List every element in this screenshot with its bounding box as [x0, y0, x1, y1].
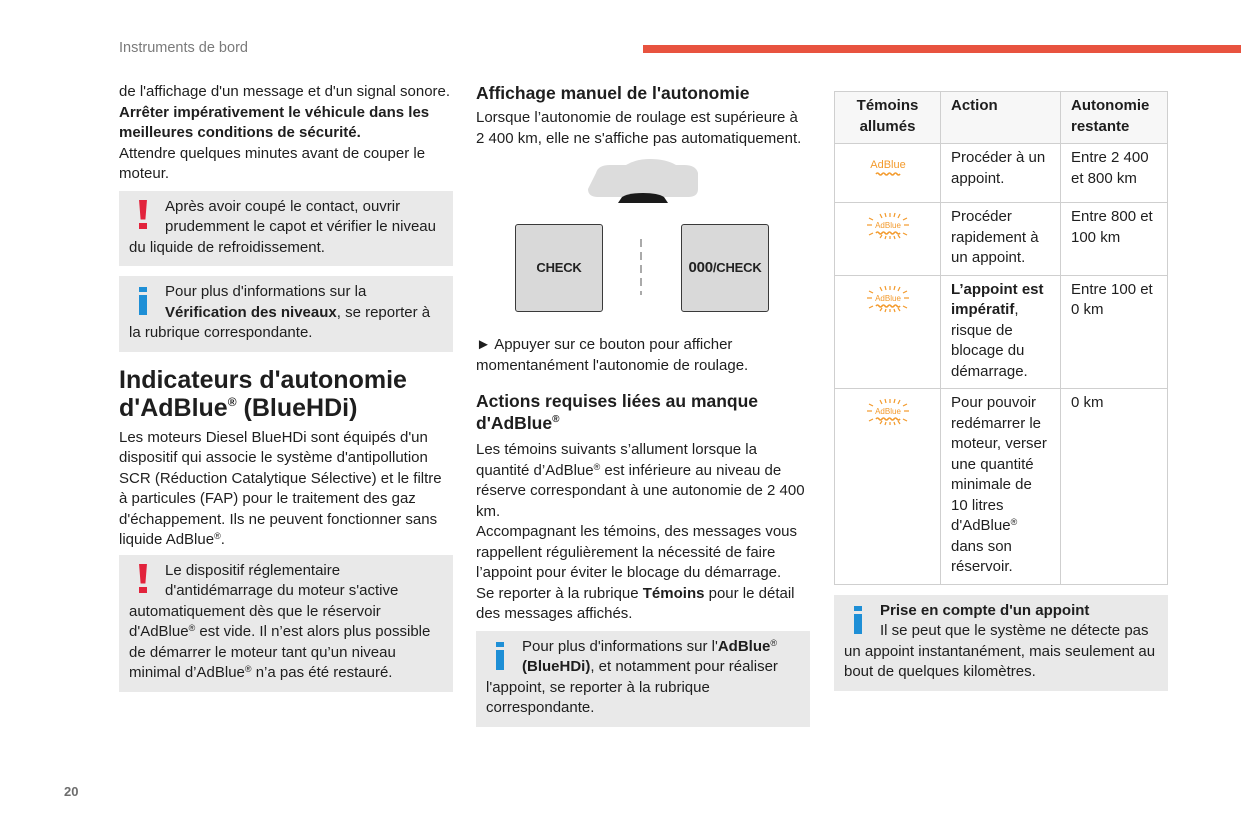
check-button-illustration [476, 155, 810, 335]
table-row: AdBlue L’appoint est impératif, risque de blocage du démarrage. Entre 100 et 0 km [835, 275, 1168, 389]
adblue-flashing-icon [863, 284, 913, 314]
warning-note: Après avoir coupé le contact, ouvrir prudemment le capot et vérifier le niveau du liquide de refroidissement. [119, 191, 453, 267]
table-header-row [835, 92, 1168, 144]
reminder-text: Accompagnant les témoins, des messages vous rappellent régulièrement la nécessité de faire l’appoint pour éviter le blocage du démarrage. [476, 523, 797, 581]
warning-note-antistart: Le dispositif réglementaire d'antidémarrage du moteur s'active automatiquement dès que le réservoir d'AdBlue® est vide. Il n’est alors plus possible de démarrer le moteur tant qu’un niveau minimal d’AdBlue® n’a pas été restauré. [119, 555, 453, 692]
warning-icon [133, 199, 155, 231]
required-actions-text: Les témoins suivants s’allument lorsque la quantité d’AdBlue® est inférieure au niveau de réserve correspondant à une autonomie de 2 400 km. [476, 441, 805, 520]
table-row: AdBlue Procéder rapidement à un appoint. Entre 800 et 100 km [835, 203, 1168, 276]
adblue-warning-table [834, 91, 1168, 585]
manual-display-text: Lorsque l’autonomie de roulage est supérieure à 2 400 km, elle ne s'affiche pas automatiquement. [476, 109, 802, 147]
header-remaining-range: Autonomie restante [1061, 92, 1168, 144]
adblue-flashing-icon [863, 211, 913, 241]
section-title: Indicateurs d'autonomie d'AdBlue® (BlueHDi) [119, 365, 407, 422]
info-note: Pour plus d'informations sur la Vérification des niveaux, se reporter à la rubrique correspondante. [119, 276, 453, 352]
divider-dashed [640, 239, 642, 295]
section-body: Les moteurs Diesel BlueHDi sont équipés d'un dispositif qui associe le système d'antipollution SCR (Réduction Catalytique Sélective) et le filtre à particules (FAP) pour le traitement des gaz d'échappement. Ils ne peuvent fonctionner sans liquide AdBlue®. [119, 428, 442, 548]
svg-text:AdBlue: AdBlue [874, 407, 901, 416]
svg-text:AdBlue: AdBlue [874, 221, 901, 230]
info-note-adblue: Pour plus d'informations sur l'AdBlue® (BlueHDi), et notamment pour réaliser l'appoint, se reporter à la rubrique correspondante. [476, 631, 810, 727]
warning-icon [133, 563, 155, 595]
instruction-bullet: ► Appuyer sur ce bouton pour afficher momentanément l'autonomie de roulage. [476, 336, 749, 374]
header-accent-bar [643, 45, 1241, 53]
trip-check-button[interactable]: 000 /CHECK [681, 224, 769, 312]
check-button[interactable]: CHECK [515, 224, 603, 312]
svg-text:AdBlue: AdBlue [874, 293, 901, 303]
info-icon [848, 603, 870, 635]
table-row: AdBlue Procéder à un appoint. Entre 2 400 et 800 km [835, 144, 1168, 203]
header-action: Action [941, 92, 1061, 144]
running-header: Instruments de bord [119, 40, 248, 56]
page-number: 20 [64, 784, 79, 799]
intro-text: de l'affichage d'un message et d'un signal sonore. [119, 83, 451, 100]
column-right [834, 91, 1168, 691]
intro-text-2: Attendre quelques minutes avant de couper le moteur. [119, 144, 426, 182]
arrow-right-icon: ► [476, 336, 491, 353]
header-warning-lamps: Témoins allumés [835, 92, 941, 144]
info-icon [133, 284, 155, 316]
see-section-text: Se reporter à la rubrique Témoins pour le détail des messages affichés. [476, 584, 795, 622]
adblue-icon [863, 152, 913, 182]
svg-text:AdBlue: AdBlue [869, 159, 906, 171]
info-note-refill: Prise en compte d'un appoint Il se peut que le système ne détecte pas un appoint instantanément, mais seulement au bout de quelques kilomètres. [834, 595, 1168, 691]
heading-required-actions: Actions requises liées au manque d'AdBlue® [476, 391, 759, 433]
adblue-flashing-icon [863, 397, 913, 427]
info-icon [490, 639, 512, 671]
column-middle [476, 82, 810, 727]
car-dashboard-icon [588, 159, 698, 203]
table-row: AdBlue Pour pouvoir redémarrer le moteur, verser une quantité minimale de 10 litres d'AdBlue® dans son réservoir. 0 km [835, 389, 1168, 585]
heading-manual-display: Affichage manuel de l'autonomie [476, 83, 750, 103]
intro-bold-text: Arrêter impérativement le véhicule dans les meilleures conditions de sécurité. [119, 103, 430, 141]
column-left [119, 82, 453, 692]
